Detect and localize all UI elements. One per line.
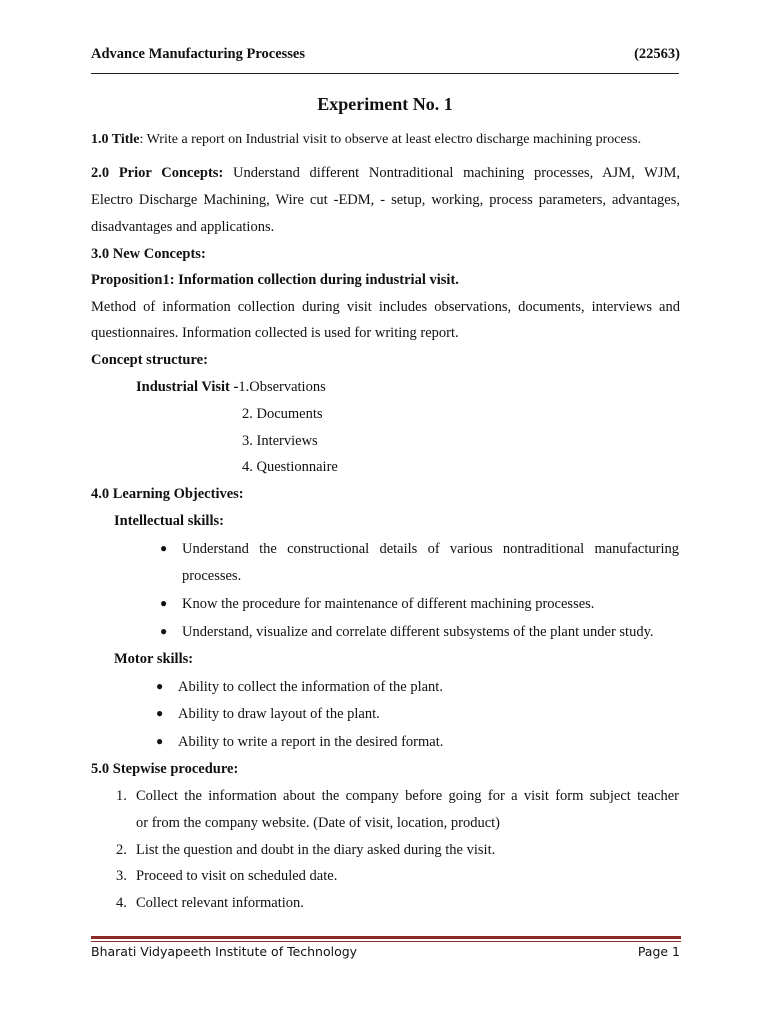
bullet-icon: ●: [160, 624, 168, 638]
concept-structure-row-1: [136, 374, 326, 401]
section-2-line-1: 2.0 Prior Concepts: Understand different Nontraditional machining processes, AJM, WJM,: [91, 165, 680, 181]
section-1-label: 1.0 Title: [91, 132, 140, 147]
bullet-icon: ●: [156, 734, 164, 748]
section-3-line-2: questionnaires. Information collected is used for writing report.: [91, 325, 459, 341]
list-item: Ability to write a report in the desired format.: [178, 734, 444, 750]
intellectual-skills-heading: Intellectual skills:: [114, 513, 224, 529]
list-item: Ability to draw layout of the plant.: [178, 706, 380, 722]
footer-divider: [91, 936, 681, 939]
section-1-text: : Write a report on Industrial visit to observe at least electro discharge machining process.: [139, 132, 642, 147]
footer-institute: Bharati Vidyapeeth Institute of Technology: [91, 944, 358, 959]
concept-item: 3. Interviews: [242, 433, 318, 449]
section-3-heading: 3.0 New Concepts:: [91, 246, 206, 262]
step-text: Collect relevant information.: [136, 895, 304, 911]
bullet-icon: ●: [160, 541, 168, 555]
industrial-visit-label: Industrial Visit -: [136, 379, 239, 395]
proposition-heading: Proposition1: Information collection during industrial visit.: [91, 272, 459, 288]
section-2-label: 2.0 Prior Concepts:: [91, 165, 224, 181]
step-number: 3.: [116, 868, 127, 884]
page-title: Experiment No. 1: [317, 94, 453, 114]
section-3-line-1: Method of information collection during visit includes observations, documents, interviews and: [91, 299, 680, 315]
footer-divider-thin: [91, 941, 681, 942]
bullet-icon: ●: [156, 679, 164, 693]
step-text-continuation: or from the company website. (Date of visit, location, product): [136, 815, 501, 831]
step-text: Collect the information about the company before going for a visit form subject teacher: [136, 788, 679, 804]
concept-item: 1.Observations: [238, 379, 326, 395]
step-text: List the question and doubt in the diary asked during the visit.: [136, 842, 496, 858]
page-number: Page 1: [637, 944, 680, 959]
concept-item: 4. Questionnaire: [242, 459, 338, 475]
step-number: 1.: [116, 788, 127, 804]
concept-item: 2. Documents: [242, 406, 323, 422]
running-header-code: (22563): [634, 46, 680, 62]
header-divider: [91, 73, 679, 74]
section-1-title: [91, 126, 680, 153]
section-5-heading: 5.0 Stepwise procedure:: [91, 761, 239, 777]
step-number: 2.: [116, 842, 127, 858]
step-text: Proceed to visit on scheduled date.: [136, 868, 338, 884]
section-2-line-2: Electro Discharge Machining, Wire cut -EDM, - setup, working, process parameters, advantages,: [91, 192, 680, 208]
bullet-icon: ●: [156, 706, 164, 720]
running-header-title: Advance Manufacturing Processes: [91, 46, 305, 62]
motor-skills-heading: Motor skills:: [114, 651, 194, 667]
bullet-icon: ●: [160, 596, 168, 610]
list-item: Understand the constructional details of various nontraditional manufacturing: [182, 541, 679, 557]
section-2-line-3: disadvantages and applications.: [91, 219, 275, 235]
list-item: Ability to collect the information of the plant.: [178, 679, 443, 695]
section-4-heading: 4.0 Learning Objectives:: [91, 486, 244, 502]
concept-structure-heading: Concept structure:: [91, 352, 208, 368]
step-number: 4.: [116, 895, 127, 911]
list-item: Understand, visualize and correlate different subsystems of the plant under study.: [182, 624, 654, 640]
list-item: Know the procedure for maintenance of different machining processes.: [182, 596, 595, 612]
list-item-continuation: processes.: [182, 568, 242, 584]
